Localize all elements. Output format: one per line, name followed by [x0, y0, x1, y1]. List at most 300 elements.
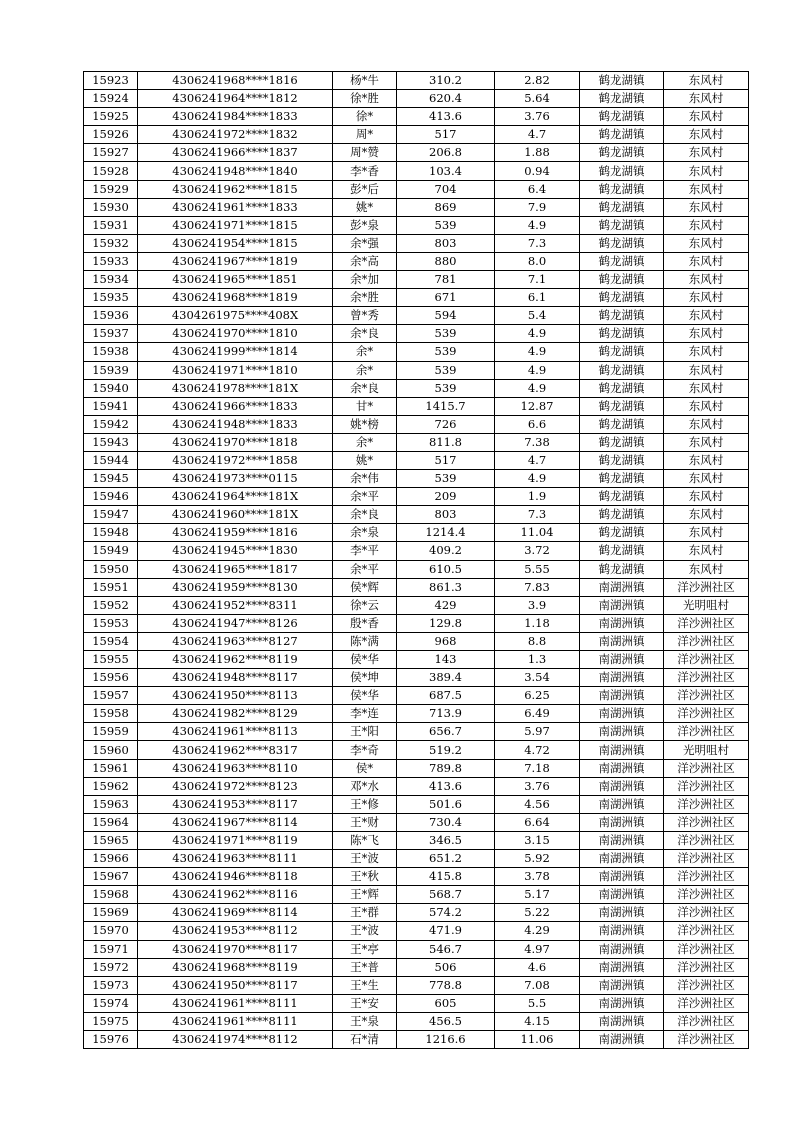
- village-cell: 东风村: [664, 325, 749, 343]
- village-cell: 洋沙洲社区: [664, 1012, 749, 1030]
- amount-cell: 0.94: [495, 162, 580, 180]
- table-row: [84, 795, 749, 813]
- amount-cell: 4.9: [495, 379, 580, 397]
- row-number-cell: 15960: [84, 741, 138, 759]
- town-cell: 鹤龙湖镇: [580, 433, 664, 451]
- area-cell: 778.8: [397, 976, 495, 994]
- id-number-cell: 4306241964****1812: [138, 90, 333, 108]
- id-number-cell: 4306241959****8130: [138, 578, 333, 596]
- town-cell: 鹤龙湖镇: [580, 542, 664, 560]
- village-cell: 洋沙洲社区: [664, 578, 749, 596]
- town-cell: 鹤龙湖镇: [580, 162, 664, 180]
- town-cell: 南湖洲镇: [580, 578, 664, 596]
- village-cell: 洋沙洲社区: [664, 850, 749, 868]
- id-number-cell: 4306241963****8111: [138, 850, 333, 868]
- row-number-cell: 15976: [84, 1030, 138, 1048]
- town-cell: 鹤龙湖镇: [580, 361, 664, 379]
- village-cell: 洋沙洲社区: [664, 614, 749, 632]
- village-cell: 洋沙洲社区: [664, 994, 749, 1012]
- row-number-cell: 15970: [84, 922, 138, 940]
- amount-cell: 3.9: [495, 596, 580, 614]
- table-row: [84, 343, 749, 361]
- table-row: [84, 216, 749, 234]
- area-cell: 415.8: [397, 868, 495, 886]
- table-row: [84, 451, 749, 469]
- row-number-cell: 15930: [84, 198, 138, 216]
- id-number-cell: 4306241972****1832: [138, 126, 333, 144]
- area-cell: 409.2: [397, 542, 495, 560]
- area-cell: 811.8: [397, 433, 495, 451]
- town-cell: 南湖洲镇: [580, 632, 664, 650]
- area-cell: 594: [397, 307, 495, 325]
- amount-cell: 1.88: [495, 144, 580, 162]
- village-cell: 光明咀村: [664, 596, 749, 614]
- village-cell: 东风村: [664, 162, 749, 180]
- id-number-cell: 4306241978****181X: [138, 379, 333, 397]
- village-cell: 东风村: [664, 307, 749, 325]
- village-cell: 东风村: [664, 144, 749, 162]
- town-cell: 鹤龙湖镇: [580, 488, 664, 506]
- id-number-cell: 4306241966****1837: [138, 144, 333, 162]
- town-cell: 南湖洲镇: [580, 705, 664, 723]
- town-cell: 南湖洲镇: [580, 614, 664, 632]
- area-cell: 389.4: [397, 669, 495, 687]
- town-cell: 鹤龙湖镇: [580, 108, 664, 126]
- table-row: [84, 325, 749, 343]
- area-cell: 726: [397, 415, 495, 433]
- amount-cell: 7.18: [495, 759, 580, 777]
- name-cell: 杨*牛: [333, 72, 397, 90]
- id-number-cell: 4306241967****8114: [138, 813, 333, 831]
- town-cell: 鹤龙湖镇: [580, 271, 664, 289]
- id-number-cell: 4306241974****8112: [138, 1030, 333, 1048]
- id-number-cell: 4306241970****1810: [138, 325, 333, 343]
- amount-cell: 7.3: [495, 506, 580, 524]
- area-cell: 143: [397, 651, 495, 669]
- amount-cell: 3.15: [495, 831, 580, 849]
- table-row: [84, 379, 749, 397]
- amount-cell: 5.64: [495, 90, 580, 108]
- town-cell: 鹤龙湖镇: [580, 234, 664, 252]
- village-cell: 东风村: [664, 506, 749, 524]
- area-cell: 1415.7: [397, 397, 495, 415]
- name-cell: 王*普: [333, 958, 397, 976]
- id-number-cell: 4306241965****1817: [138, 560, 333, 578]
- row-number-cell: 15962: [84, 777, 138, 795]
- amount-cell: 4.9: [495, 216, 580, 234]
- area-cell: 713.9: [397, 705, 495, 723]
- table-row: [84, 904, 749, 922]
- area-cell: 568.7: [397, 886, 495, 904]
- area-cell: 517: [397, 451, 495, 469]
- row-number-cell: 15956: [84, 669, 138, 687]
- area-cell: 803: [397, 234, 495, 252]
- area-cell: 471.9: [397, 922, 495, 940]
- amount-cell: 7.1: [495, 271, 580, 289]
- name-cell: 甘*: [333, 397, 397, 415]
- town-cell: 鹤龙湖镇: [580, 307, 664, 325]
- name-cell: 余*泉: [333, 524, 397, 542]
- id-number-cell: 4306241968****1816: [138, 72, 333, 90]
- village-cell: 洋沙洲社区: [664, 922, 749, 940]
- village-cell: 东风村: [664, 180, 749, 198]
- town-cell: 南湖洲镇: [580, 958, 664, 976]
- amount-cell: 6.64: [495, 813, 580, 831]
- town-cell: 南湖洲镇: [580, 850, 664, 868]
- village-cell: 洋沙洲社区: [664, 868, 749, 886]
- amount-cell: 4.29: [495, 922, 580, 940]
- village-cell: 洋沙洲社区: [664, 813, 749, 831]
- village-cell: 东风村: [664, 379, 749, 397]
- id-number-cell: 4306241960****181X: [138, 506, 333, 524]
- name-cell: 殷*香: [333, 614, 397, 632]
- name-cell: 王*修: [333, 795, 397, 813]
- table-row: [84, 759, 749, 777]
- row-number-cell: 15975: [84, 1012, 138, 1030]
- name-cell: 周*: [333, 126, 397, 144]
- row-number-cell: 15926: [84, 126, 138, 144]
- id-number-cell: 4306241961****8113: [138, 723, 333, 741]
- id-number-cell: 4306241950****8117: [138, 976, 333, 994]
- area-cell: 413.6: [397, 777, 495, 795]
- id-number-cell: 4306241961****8111: [138, 1012, 333, 1030]
- town-cell: 鹤龙湖镇: [580, 470, 664, 488]
- name-cell: 余*平: [333, 560, 397, 578]
- area-cell: 129.8: [397, 614, 495, 632]
- id-number-cell: 4306241948****1840: [138, 162, 333, 180]
- village-cell: 东风村: [664, 126, 749, 144]
- name-cell: 彭*后: [333, 180, 397, 198]
- id-number-cell: 4306241945****1830: [138, 542, 333, 560]
- village-cell: 洋沙洲社区: [664, 723, 749, 741]
- amount-cell: 4.6: [495, 958, 580, 976]
- name-cell: 王*波: [333, 850, 397, 868]
- area-cell: 506: [397, 958, 495, 976]
- town-cell: 南湖洲镇: [580, 651, 664, 669]
- row-number-cell: 15931: [84, 216, 138, 234]
- town-cell: 鹤龙湖镇: [580, 343, 664, 361]
- row-number-cell: 15964: [84, 813, 138, 831]
- table-row: [84, 831, 749, 849]
- table-row: [84, 271, 749, 289]
- town-cell: 鹤龙湖镇: [580, 198, 664, 216]
- town-cell: 鹤龙湖镇: [580, 560, 664, 578]
- village-cell: 光明咀村: [664, 741, 749, 759]
- amount-cell: 11.06: [495, 1030, 580, 1048]
- row-number-cell: 15946: [84, 488, 138, 506]
- row-number-cell: 15958: [84, 705, 138, 723]
- name-cell: 余*: [333, 433, 397, 451]
- village-cell: 东风村: [664, 90, 749, 108]
- village-cell: 洋沙洲社区: [664, 669, 749, 687]
- name-cell: 王*辉: [333, 886, 397, 904]
- name-cell: 侯*: [333, 759, 397, 777]
- village-cell: 东风村: [664, 560, 749, 578]
- amount-cell: 4.9: [495, 343, 580, 361]
- town-cell: 鹤龙湖镇: [580, 289, 664, 307]
- name-cell: 徐*胜: [333, 90, 397, 108]
- id-number-cell: 4306241966****1833: [138, 397, 333, 415]
- row-number-cell: 15928: [84, 162, 138, 180]
- id-number-cell: 4306241953****8112: [138, 922, 333, 940]
- town-cell: 南湖洲镇: [580, 687, 664, 705]
- town-cell: 鹤龙湖镇: [580, 506, 664, 524]
- town-cell: 南湖洲镇: [580, 976, 664, 994]
- table-row: [84, 126, 749, 144]
- name-cell: 周*赞: [333, 144, 397, 162]
- area-cell: 869: [397, 198, 495, 216]
- village-cell: 洋沙洲社区: [664, 795, 749, 813]
- town-cell: 南湖洲镇: [580, 795, 664, 813]
- row-number-cell: 15971: [84, 940, 138, 958]
- area-cell: 413.6: [397, 108, 495, 126]
- table-row: [84, 433, 749, 451]
- amount-cell: 4.7: [495, 126, 580, 144]
- row-number-cell: 15950: [84, 560, 138, 578]
- row-number-cell: 15933: [84, 252, 138, 270]
- village-cell: 东风村: [664, 470, 749, 488]
- area-cell: 789.8: [397, 759, 495, 777]
- village-cell: 洋沙洲社区: [664, 940, 749, 958]
- id-number-cell: 4306241965****1851: [138, 271, 333, 289]
- table-row: [84, 886, 749, 904]
- village-cell: 洋沙洲社区: [664, 886, 749, 904]
- row-number-cell: 15959: [84, 723, 138, 741]
- row-number-cell: 15965: [84, 831, 138, 849]
- name-cell: 陈*飞: [333, 831, 397, 849]
- id-number-cell: 4306241959****1816: [138, 524, 333, 542]
- row-number-cell: 15924: [84, 90, 138, 108]
- name-cell: 余*高: [333, 252, 397, 270]
- id-number-cell: 4306241962****8119: [138, 651, 333, 669]
- row-number-cell: 15953: [84, 614, 138, 632]
- name-cell: 余*伟: [333, 470, 397, 488]
- amount-cell: 7.38: [495, 433, 580, 451]
- village-cell: 东风村: [664, 488, 749, 506]
- table-row: [84, 234, 749, 252]
- row-number-cell: 15944: [84, 451, 138, 469]
- village-cell: 东风村: [664, 524, 749, 542]
- area-cell: 803: [397, 506, 495, 524]
- id-number-cell: 4306241962****8317: [138, 741, 333, 759]
- village-cell: 东风村: [664, 216, 749, 234]
- table-row: [84, 994, 749, 1012]
- row-number-cell: 15938: [84, 343, 138, 361]
- area-cell: 206.8: [397, 144, 495, 162]
- village-cell: 东风村: [664, 415, 749, 433]
- area-cell: 429: [397, 596, 495, 614]
- row-number-cell: 15937: [84, 325, 138, 343]
- village-cell: 东风村: [664, 361, 749, 379]
- row-number-cell: 15949: [84, 542, 138, 560]
- row-number-cell: 15943: [84, 433, 138, 451]
- town-cell: 南湖洲镇: [580, 868, 664, 886]
- table-row: [84, 252, 749, 270]
- table-row: [84, 144, 749, 162]
- town-cell: 鹤龙湖镇: [580, 524, 664, 542]
- area-cell: 656.7: [397, 723, 495, 741]
- name-cell: 余*良: [333, 506, 397, 524]
- area-cell: 781: [397, 271, 495, 289]
- area-cell: 610.5: [397, 560, 495, 578]
- name-cell: 陈*满: [333, 632, 397, 650]
- table-row: [84, 289, 749, 307]
- name-cell: 王*阳: [333, 723, 397, 741]
- id-number-cell: 4306241973****0115: [138, 470, 333, 488]
- id-number-cell: 4306241952****8311: [138, 596, 333, 614]
- table-row: [84, 307, 749, 325]
- amount-cell: 4.97: [495, 940, 580, 958]
- amount-cell: 5.97: [495, 723, 580, 741]
- amount-cell: 6.25: [495, 687, 580, 705]
- area-cell: 704: [397, 180, 495, 198]
- amount-cell: 12.87: [495, 397, 580, 415]
- id-number-cell: 4306241954****1815: [138, 234, 333, 252]
- name-cell: 余*良: [333, 379, 397, 397]
- town-cell: 鹤龙湖镇: [580, 325, 664, 343]
- name-cell: 余*平: [333, 488, 397, 506]
- row-number-cell: 15955: [84, 651, 138, 669]
- table-row: [84, 940, 749, 958]
- name-cell: 姚*: [333, 198, 397, 216]
- table-row: [84, 524, 749, 542]
- name-cell: 侯*华: [333, 651, 397, 669]
- table-row: [84, 108, 749, 126]
- id-number-cell: 4306241948****8117: [138, 669, 333, 687]
- amount-cell: 7.83: [495, 578, 580, 596]
- amount-cell: 7.3: [495, 234, 580, 252]
- amount-cell: 8.8: [495, 632, 580, 650]
- village-cell: 东风村: [664, 397, 749, 415]
- table-row: [84, 198, 749, 216]
- name-cell: 王*生: [333, 976, 397, 994]
- town-cell: 南湖洲镇: [580, 1030, 664, 1048]
- village-cell: 洋沙洲社区: [664, 831, 749, 849]
- amount-cell: 4.9: [495, 470, 580, 488]
- row-number-cell: 15967: [84, 868, 138, 886]
- row-number-cell: 15947: [84, 506, 138, 524]
- id-number-cell: 4306241948****1833: [138, 415, 333, 433]
- village-cell: 洋沙洲社区: [664, 705, 749, 723]
- name-cell: 余*加: [333, 271, 397, 289]
- row-number-cell: 15969: [84, 904, 138, 922]
- town-cell: 鹤龙湖镇: [580, 180, 664, 198]
- area-cell: 574.2: [397, 904, 495, 922]
- town-cell: 南湖洲镇: [580, 1012, 664, 1030]
- table-row: [84, 180, 749, 198]
- amount-cell: 5.17: [495, 886, 580, 904]
- table-row: [84, 813, 749, 831]
- row-number-cell: 15954: [84, 632, 138, 650]
- id-number-cell: 4306241963****8110: [138, 759, 333, 777]
- area-cell: 501.6: [397, 795, 495, 813]
- name-cell: 李*连: [333, 705, 397, 723]
- table-row: [84, 669, 749, 687]
- table-row: [84, 397, 749, 415]
- row-number-cell: 15966: [84, 850, 138, 868]
- area-cell: 546.7: [397, 940, 495, 958]
- name-cell: 王*财: [333, 813, 397, 831]
- village-cell: 东风村: [664, 108, 749, 126]
- area-cell: 539: [397, 361, 495, 379]
- name-cell: 余*: [333, 343, 397, 361]
- row-number-cell: 15948: [84, 524, 138, 542]
- name-cell: 余*良: [333, 325, 397, 343]
- id-number-cell: 4306241972****1858: [138, 451, 333, 469]
- name-cell: 李*香: [333, 162, 397, 180]
- area-cell: 539: [397, 379, 495, 397]
- table-row: [84, 506, 749, 524]
- id-number-cell: 4306241963****8127: [138, 632, 333, 650]
- town-cell: 南湖洲镇: [580, 777, 664, 795]
- town-cell: 南湖洲镇: [580, 596, 664, 614]
- table-row: [84, 470, 749, 488]
- amount-cell: 4.9: [495, 361, 580, 379]
- row-number-cell: 15961: [84, 759, 138, 777]
- amount-cell: 11.04: [495, 524, 580, 542]
- village-cell: 洋沙洲社区: [664, 777, 749, 795]
- amount-cell: 1.9: [495, 488, 580, 506]
- amount-cell: 4.9: [495, 325, 580, 343]
- table-row: [84, 976, 749, 994]
- name-cell: 石*清: [333, 1030, 397, 1048]
- area-cell: 687.5: [397, 687, 495, 705]
- id-number-cell: 4306241953****8117: [138, 795, 333, 813]
- area-cell: 730.4: [397, 813, 495, 831]
- row-number-cell: 15968: [84, 886, 138, 904]
- id-number-cell: 4306241970****1818: [138, 433, 333, 451]
- area-cell: 456.5: [397, 1012, 495, 1030]
- town-cell: 南湖洲镇: [580, 741, 664, 759]
- amount-cell: 6.6: [495, 415, 580, 433]
- amount-cell: 8.0: [495, 252, 580, 270]
- town-cell: 鹤龙湖镇: [580, 90, 664, 108]
- village-cell: 洋沙洲社区: [664, 651, 749, 669]
- village-cell: 洋沙洲社区: [664, 976, 749, 994]
- amount-cell: 1.3: [495, 651, 580, 669]
- table-row: [84, 72, 749, 90]
- row-number-cell: 15934: [84, 271, 138, 289]
- amount-cell: 5.4: [495, 307, 580, 325]
- id-number-cell: 4306241967****1819: [138, 252, 333, 270]
- name-cell: 姚*榜: [333, 415, 397, 433]
- area-cell: 209: [397, 488, 495, 506]
- amount-cell: 2.82: [495, 72, 580, 90]
- town-cell: 南湖洲镇: [580, 669, 664, 687]
- table-row: [84, 162, 749, 180]
- id-number-cell: 4306241962****8116: [138, 886, 333, 904]
- id-number-cell: 4304261975****408X: [138, 307, 333, 325]
- area-cell: 1216.6: [397, 1030, 495, 1048]
- area-cell: 880: [397, 252, 495, 270]
- row-number-cell: 15957: [84, 687, 138, 705]
- town-cell: 鹤龙湖镇: [580, 216, 664, 234]
- amount-cell: 3.76: [495, 777, 580, 795]
- id-number-cell: 4306241972****8123: [138, 777, 333, 795]
- area-cell: 861.3: [397, 578, 495, 596]
- table-row: [84, 723, 749, 741]
- row-number-cell: 15927: [84, 144, 138, 162]
- name-cell: 彭*泉: [333, 216, 397, 234]
- id-number-cell: 4306241946****8118: [138, 868, 333, 886]
- name-cell: 余*强: [333, 234, 397, 252]
- name-cell: 余*胜: [333, 289, 397, 307]
- row-number-cell: 15929: [84, 180, 138, 198]
- row-number-cell: 15952: [84, 596, 138, 614]
- id-number-cell: 4306241971****1810: [138, 361, 333, 379]
- name-cell: 王*波: [333, 922, 397, 940]
- id-number-cell: 4306241999****1814: [138, 343, 333, 361]
